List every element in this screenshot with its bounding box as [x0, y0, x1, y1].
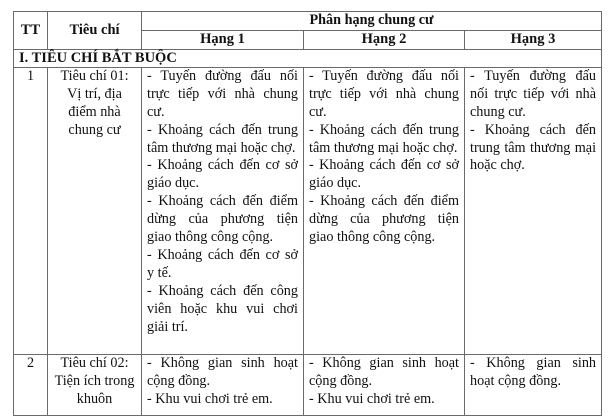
header-criteria: Tiêu chí [48, 12, 142, 50]
header-row-1 [14, 12, 602, 31]
rank-2-requirements [304, 67, 465, 354]
requirement-item: - Khoảng cách đến công viên hoặc khu vui chơi giải trí. [147, 282, 298, 335]
row-number: 1 [14, 67, 48, 354]
requirement-item: - Khoảng cách đến cơ sở y tế. [147, 246, 298, 281]
row-criteria: Tiêu chí 01: Vị trí, địa điểm nhà chung cư [48, 67, 142, 354]
requirement-item: - Khu vui chơi trẻ em. [309, 390, 435, 407]
rank-3-requirements [465, 354, 602, 415]
requirement-item: - Khoảng cách đến cơ sở giáo dục. [147, 157, 298, 192]
header-rank-1: Hạng 1 [142, 31, 304, 50]
table-row [14, 354, 602, 415]
requirement-item: - Khoảng cách đến trung tâm thương mại hoặc chợ. [470, 121, 597, 174]
section-title: I. TIÊU CHÍ BẮT BUỘC [14, 49, 602, 67]
requirement-item: - Không gian sinh hoạt cộng đồng. [470, 354, 597, 389]
rank-1-requirements [142, 354, 304, 415]
requirement-item: - Khoảng cách đến điểm dừng của phương tiện giao thông công cộng. [309, 193, 459, 246]
requirement-item: - Khu vui chơi trẻ em. [147, 390, 273, 407]
rank-3-requirements [465, 67, 602, 354]
header-rank-2: Hạng 2 [304, 31, 465, 50]
apartment-classification-table [13, 11, 602, 416]
row-criteria: Tiêu chí 02: Tiện ích trong khuôn [48, 354, 142, 415]
rank-1-requirements [142, 67, 304, 354]
requirement-item: - Không gian sinh hoạt cộng đồng. [147, 354, 298, 389]
requirement-item: - Khoảng cách đến trung tâm thương mại hoặc chợ. [147, 121, 298, 156]
requirement-item: - Không gian sinh hoạt cộng đồng. [309, 354, 459, 389]
rank-2-requirements [304, 354, 465, 415]
requirement-item: - Tuyến đường đấu nối trực tiếp với nhà chung cư. [309, 67, 459, 120]
requirement-item: - Khoảng cách đến trung tâm thương mại hoặc chợ. [309, 121, 459, 156]
table-row [14, 67, 602, 354]
requirement-item: - Khoảng cách đến điểm dừng của phương tiện giao thông công cộng. [147, 193, 298, 246]
row-number: 2 [14, 354, 48, 415]
requirement-item: - Khoảng cách đến cơ sở giáo dục. [309, 157, 459, 192]
header-tt: TT [14, 12, 48, 50]
requirement-item: - Tuyến đường đấu nối trực tiếp với nhà chung cư. [147, 67, 298, 120]
header-rank-3: Hạng 3 [465, 31, 602, 50]
section-row [14, 49, 602, 67]
header-classification-group: Phân hạng chung cư [142, 12, 602, 31]
requirement-item: - Tuyến đường đấu nối trực tiếp với nhà chung cư. [470, 67, 597, 120]
